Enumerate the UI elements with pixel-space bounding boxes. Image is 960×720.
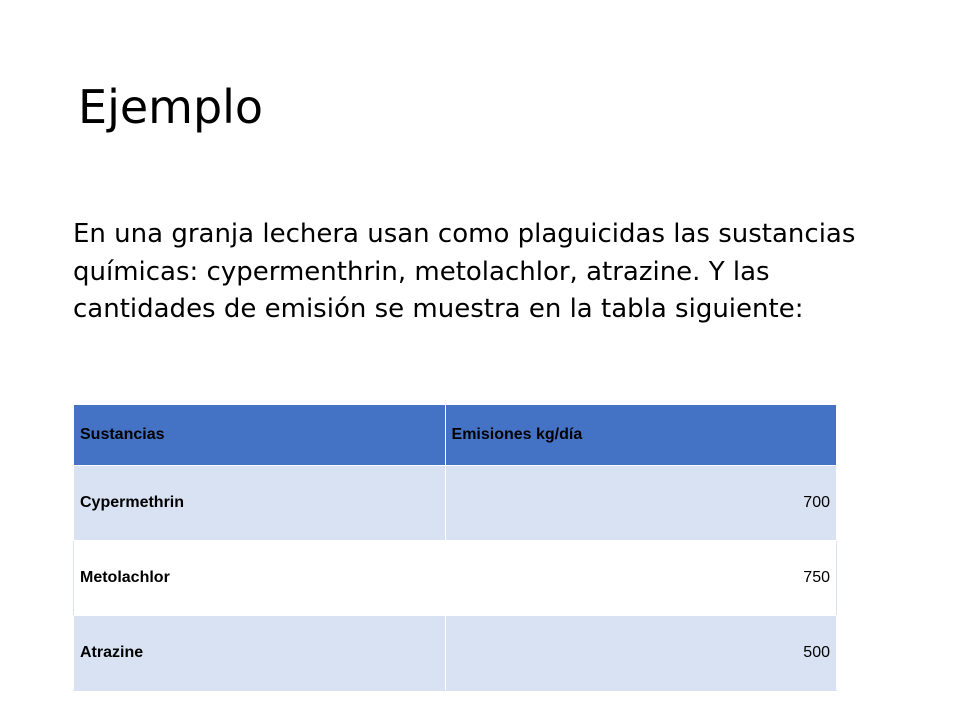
emission-value: 700: [445, 466, 836, 541]
table-row: [74, 616, 837, 691]
table-header-row: [74, 405, 837, 466]
substance-name: Metolachlor: [74, 541, 446, 616]
substance-name: Atrazine: [74, 616, 446, 691]
slide-body-text: En una granja lechera usan como plaguicidas las sustancias químicas: cypermenthrin, metolachlor, atrazine. Y las cantidades de emisión se muestra en la tabla siguiente:: [73, 219, 856, 324]
header-emissions: Emisiones kg/día: [445, 405, 836, 466]
emission-value: 500: [445, 616, 836, 691]
emissions-table: [73, 404, 837, 691]
substance-name: Cypermethrin: [74, 466, 446, 541]
table-row: [74, 541, 837, 616]
table-row: [74, 466, 837, 541]
emission-value: 750: [445, 541, 836, 616]
header-substances: Sustancias: [74, 405, 446, 466]
slide-title: Ejemplo: [78, 80, 264, 134]
